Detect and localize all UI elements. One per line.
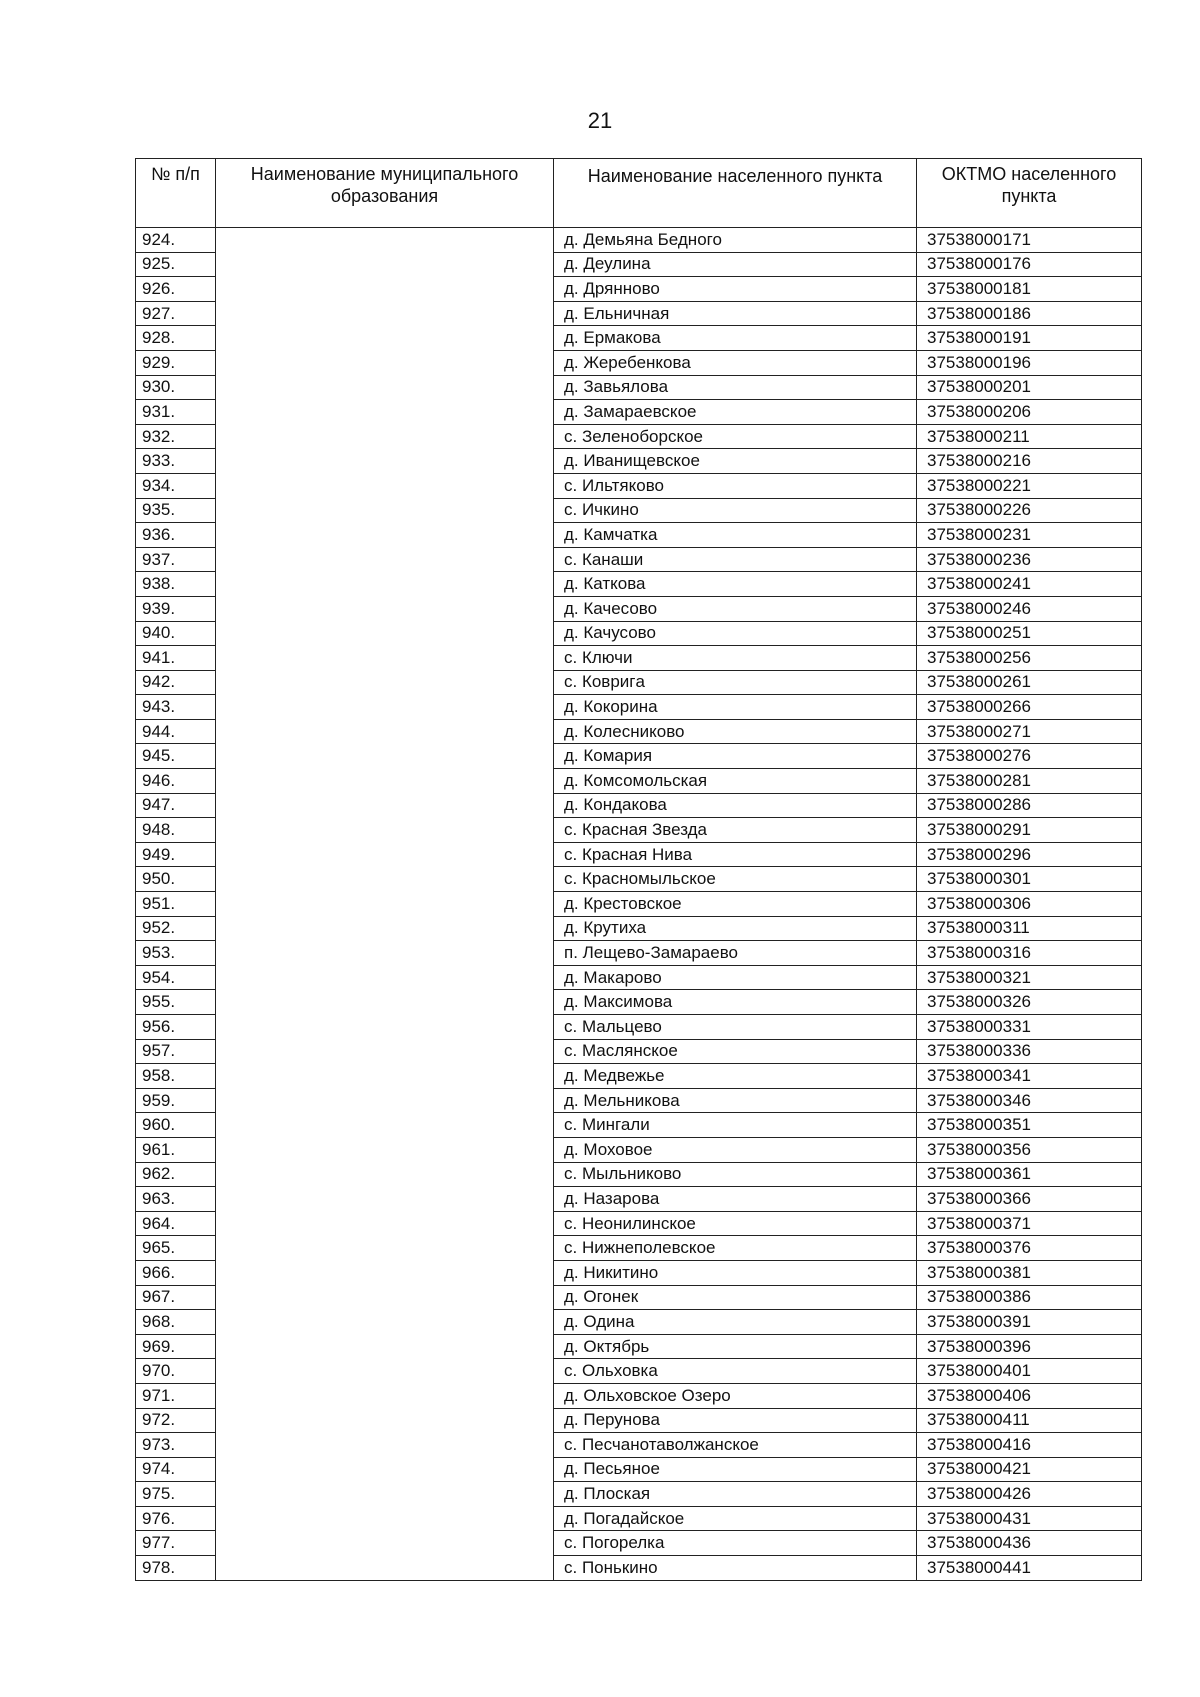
settlement-name: с. Маслянское [554, 1039, 917, 1064]
oktmo-code: 37538000341 [917, 1064, 1142, 1089]
oktmo-code: 37538000361 [917, 1162, 1142, 1187]
row-number: 940. [136, 621, 216, 646]
row-number: 969. [136, 1334, 216, 1359]
row-number: 978. [136, 1556, 216, 1581]
settlement-name: д. Иванищевское [554, 449, 917, 474]
settlement-name: д. Плоская [554, 1482, 917, 1507]
oktmo-code: 37538000431 [917, 1506, 1142, 1531]
row-number: 927. [136, 301, 216, 326]
row-number: 964. [136, 1211, 216, 1236]
row-number: 970. [136, 1359, 216, 1384]
row-number: 928. [136, 326, 216, 351]
settlement-name: д. Комсомольская [554, 769, 917, 794]
page-number: 21 [587, 108, 613, 133]
settlement-name: д. Кокорина [554, 695, 917, 720]
table-row [136, 228, 1142, 253]
settlement-name: д. Перунова [554, 1408, 917, 1433]
settlement-name: д. Октябрь [554, 1334, 917, 1359]
oktmo-code: 37538000371 [917, 1211, 1142, 1236]
oktmo-code: 37538000181 [917, 277, 1142, 302]
row-number: 937. [136, 547, 216, 572]
settlement-name: с. Красномыльское [554, 867, 917, 892]
settlement-name: с. Ключи [554, 646, 917, 671]
oktmo-code: 37538000441 [917, 1556, 1142, 1581]
oktmo-code: 37538000216 [917, 449, 1142, 474]
settlement-name: д. Камчатка [554, 523, 917, 548]
oktmo-code: 37538000376 [917, 1236, 1142, 1261]
row-number: 945. [136, 744, 216, 769]
row-number: 924. [136, 228, 216, 253]
row-number: 967. [136, 1285, 216, 1310]
oktmo-code: 37538000256 [917, 646, 1142, 671]
settlement-name: д. Огонек [554, 1285, 917, 1310]
row-number: 955. [136, 990, 216, 1015]
oktmo-code: 37538000366 [917, 1187, 1142, 1212]
settlement-name: с. Мальцево [554, 1015, 917, 1040]
row-number: 939. [136, 596, 216, 621]
table-header-row [136, 159, 1142, 228]
settlement-name: д. Дрянново [554, 277, 917, 302]
oktmo-code: 37538000226 [917, 498, 1142, 523]
settlement-name: с. Ильтяково [554, 473, 917, 498]
row-number: 952. [136, 916, 216, 941]
settlement-name: с. Красная Звезда [554, 818, 917, 843]
settlement-name: с. Неонилинское [554, 1211, 917, 1236]
settlement-name: с. Мыльниково [554, 1162, 917, 1187]
oktmo-code: 37538000286 [917, 793, 1142, 818]
row-number: 977. [136, 1531, 216, 1556]
header-settlement: Наименование населенного пункта [554, 159, 917, 228]
oktmo-code: 37538000326 [917, 990, 1142, 1015]
settlement-name: д. Деулина [554, 252, 917, 277]
settlement-name: д. Макарово [554, 965, 917, 990]
settlement-name: д. Максимова [554, 990, 917, 1015]
settlement-name: с. Ичкино [554, 498, 917, 523]
oktmo-code: 37538000346 [917, 1088, 1142, 1113]
oktmo-code: 37538000241 [917, 572, 1142, 597]
settlement-name: д. Ельничная [554, 301, 917, 326]
row-number: 936. [136, 523, 216, 548]
oktmo-code: 37538000381 [917, 1260, 1142, 1285]
settlement-name: д. Жеребенкова [554, 350, 917, 375]
settlement-name: д. Ермакова [554, 326, 917, 351]
settlement-name: д. Крутиха [554, 916, 917, 941]
row-number: 947. [136, 793, 216, 818]
oktmo-code: 37538000206 [917, 400, 1142, 425]
row-number: 929. [136, 350, 216, 375]
oktmo-code: 37538000276 [917, 744, 1142, 769]
row-number: 931. [136, 400, 216, 425]
oktmo-code: 37538000176 [917, 252, 1142, 277]
settlement-name: д. Комария [554, 744, 917, 769]
oktmo-code: 37538000261 [917, 670, 1142, 695]
row-number: 959. [136, 1088, 216, 1113]
settlement-name: д. Каткова [554, 572, 917, 597]
row-number: 968. [136, 1310, 216, 1335]
settlement-name: с. Понькино [554, 1556, 917, 1581]
header-municipality: Наименование муниципального образования [216, 159, 554, 228]
oktmo-code: 37538000281 [917, 769, 1142, 794]
oktmo-code: 37538000196 [917, 350, 1142, 375]
row-number: 956. [136, 1015, 216, 1040]
settlements-table [135, 158, 1142, 1581]
oktmo-code: 37538000306 [917, 892, 1142, 917]
row-number: 942. [136, 670, 216, 695]
oktmo-code: 37538000171 [917, 228, 1142, 253]
oktmo-code: 37538000416 [917, 1433, 1142, 1458]
row-number: 933. [136, 449, 216, 474]
settlement-name: с. Мингали [554, 1113, 917, 1138]
row-number: 960. [136, 1113, 216, 1138]
row-number: 953. [136, 941, 216, 966]
row-number: 930. [136, 375, 216, 400]
oktmo-code: 37538000421 [917, 1457, 1142, 1482]
oktmo-code: 37538000221 [917, 473, 1142, 498]
row-number: 938. [136, 572, 216, 597]
row-number: 958. [136, 1064, 216, 1089]
row-number: 950. [136, 867, 216, 892]
oktmo-code: 37538000436 [917, 1531, 1142, 1556]
row-number: 946. [136, 769, 216, 794]
settlement-name: д. Замараевское [554, 400, 917, 425]
oktmo-code: 37538000236 [917, 547, 1142, 572]
settlement-name: д. Одина [554, 1310, 917, 1335]
oktmo-code: 37538000351 [917, 1113, 1142, 1138]
settlement-name: с. Погорелка [554, 1531, 917, 1556]
oktmo-code: 37538000356 [917, 1137, 1142, 1162]
settlement-name: д. Завьялова [554, 375, 917, 400]
oktmo-code: 37538000321 [917, 965, 1142, 990]
oktmo-code: 37538000296 [917, 842, 1142, 867]
oktmo-code: 37538000271 [917, 719, 1142, 744]
oktmo-code: 37538000201 [917, 375, 1142, 400]
settlement-name: с. Ковригa [554, 670, 917, 695]
header-num: № п/п [136, 159, 216, 228]
oktmo-code: 37538000311 [917, 916, 1142, 941]
oktmo-code: 37538000331 [917, 1015, 1142, 1040]
oktmo-code: 37538000251 [917, 621, 1142, 646]
oktmo-code: 37538000291 [917, 818, 1142, 843]
oktmo-code: 37538000386 [917, 1285, 1142, 1310]
row-number: 949. [136, 842, 216, 867]
settlement-name: д. Моховое [554, 1137, 917, 1162]
row-number: 954. [136, 965, 216, 990]
row-number: 957. [136, 1039, 216, 1064]
oktmo-code: 37538000266 [917, 695, 1142, 720]
municipality-cell [216, 228, 554, 1581]
settlement-name: с. Красная Нива [554, 842, 917, 867]
row-number: 934. [136, 473, 216, 498]
table-body [136, 228, 1142, 1581]
settlement-name: д. Качусово [554, 621, 917, 646]
settlement-name: д. Мельникова [554, 1088, 917, 1113]
oktmo-code: 37538000231 [917, 523, 1142, 548]
oktmo-code: 37538000211 [917, 424, 1142, 449]
settlement-name: с. Ольховка [554, 1359, 917, 1384]
row-number: 971. [136, 1383, 216, 1408]
settlement-name: д. Кондакова [554, 793, 917, 818]
row-number: 975. [136, 1482, 216, 1507]
row-number: 925. [136, 252, 216, 277]
row-number: 926. [136, 277, 216, 302]
oktmo-code: 37538000191 [917, 326, 1142, 351]
oktmo-code: 37538000401 [917, 1359, 1142, 1384]
row-number: 935. [136, 498, 216, 523]
row-number: 943. [136, 695, 216, 720]
settlement-name: д. Ольховское Озеро [554, 1383, 917, 1408]
oktmo-code: 37538000391 [917, 1310, 1142, 1335]
settlement-name: д. Крестовское [554, 892, 917, 917]
settlement-name: д. Качесово [554, 596, 917, 621]
row-number: 965. [136, 1236, 216, 1261]
oktmo-code: 37538000426 [917, 1482, 1142, 1507]
settlement-name: д. Никитино [554, 1260, 917, 1285]
settlement-name: с. Нижнеполевское [554, 1236, 917, 1261]
row-number: 966. [136, 1260, 216, 1285]
row-number: 973. [136, 1433, 216, 1458]
oktmo-code: 37538000411 [917, 1408, 1142, 1433]
settlement-name: п. Лещево-Замараево [554, 941, 917, 966]
row-number: 976. [136, 1506, 216, 1531]
oktmo-code: 37538000316 [917, 941, 1142, 966]
settlement-name: с. Зеленоборское [554, 424, 917, 449]
oktmo-code: 37538000186 [917, 301, 1142, 326]
row-number: 932. [136, 424, 216, 449]
oktmo-code: 37538000406 [917, 1383, 1142, 1408]
row-number: 972. [136, 1408, 216, 1433]
row-number: 944. [136, 719, 216, 744]
row-number: 951. [136, 892, 216, 917]
row-number: 941. [136, 646, 216, 671]
settlement-name: д. Демьяна Бедного [554, 228, 917, 253]
row-number: 974. [136, 1457, 216, 1482]
settlement-name: с. Песчанотаволжанское [554, 1433, 917, 1458]
settlement-name: д. Медвежье [554, 1064, 917, 1089]
row-number: 962. [136, 1162, 216, 1187]
header-oktmo: ОКТМО населенного пункта [917, 159, 1142, 228]
settlement-name: д. Песьяное [554, 1457, 917, 1482]
oktmo-code: 37538000336 [917, 1039, 1142, 1064]
oktmo-code: 37538000246 [917, 596, 1142, 621]
row-number: 963. [136, 1187, 216, 1212]
settlement-name: д. Назарова [554, 1187, 917, 1212]
row-number: 961. [136, 1137, 216, 1162]
settlement-name: с. Канаши [554, 547, 917, 572]
settlement-name: д. Погадайское [554, 1506, 917, 1531]
oktmo-code: 37538000396 [917, 1334, 1142, 1359]
oktmo-code: 37538000301 [917, 867, 1142, 892]
settlement-name: д. Колесниково [554, 719, 917, 744]
row-number: 948. [136, 818, 216, 843]
